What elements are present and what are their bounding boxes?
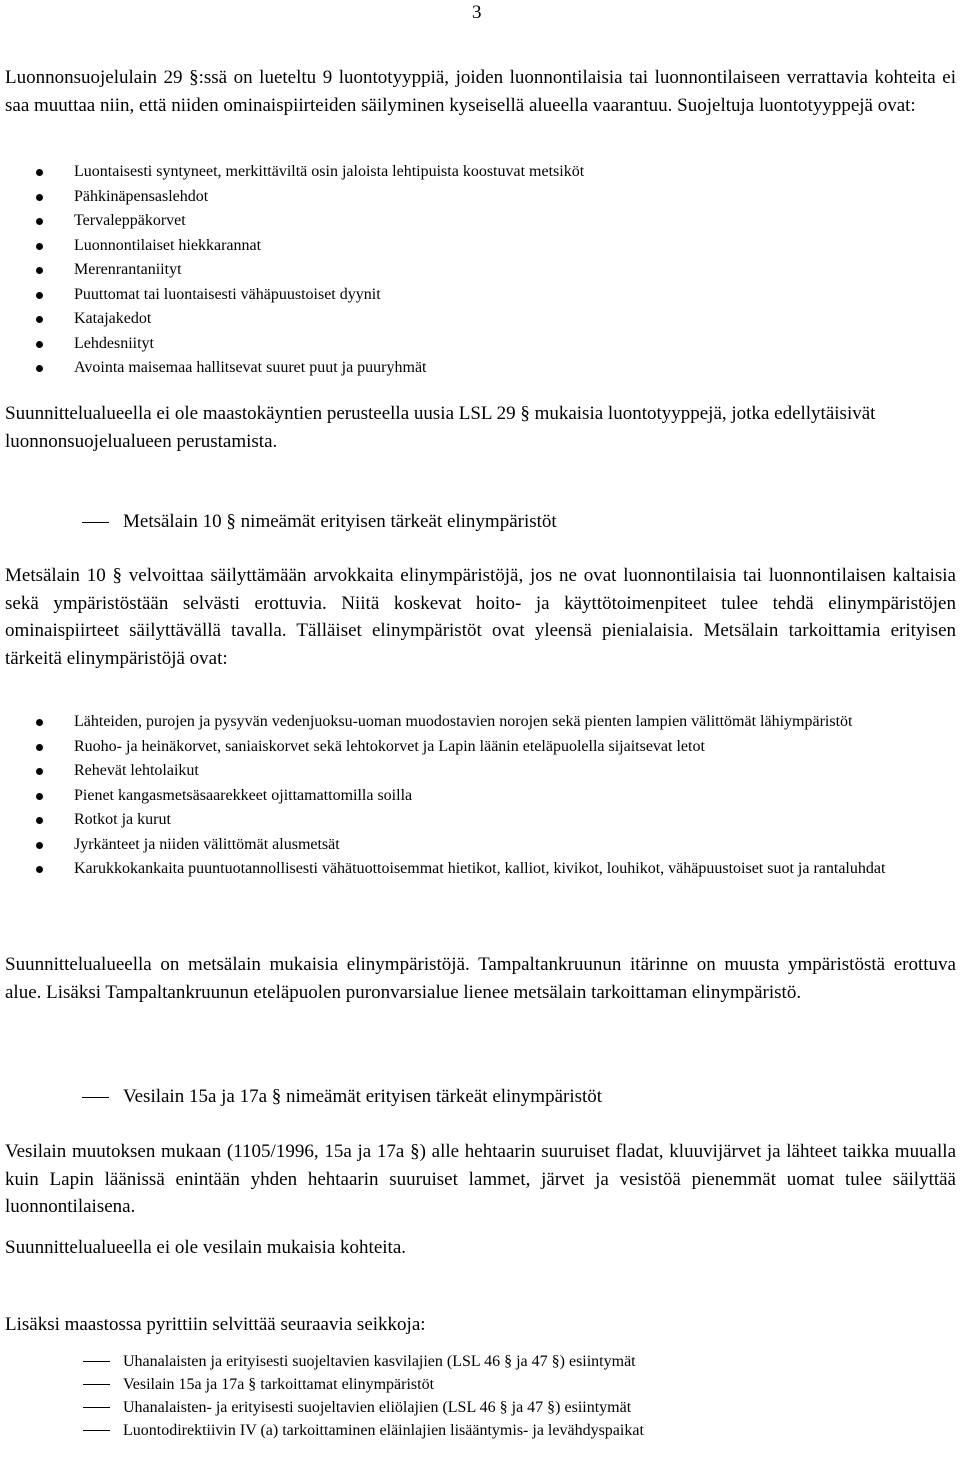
bullet-icon [36, 267, 43, 274]
water-section-heading: Vesilain 15a ja 17a § nimeämät erityisen tärkeät elinympäristöt [82, 1083, 602, 1110]
bullet-icon [36, 793, 43, 800]
list-item: Rehevät lehtolaikut [36, 759, 954, 784]
additional-intro-paragraph: Lisäksi maastossa pyrittiin selvittää seuraavia seikkoja: [5, 1314, 426, 1335]
bullet-icon [36, 316, 43, 323]
list-item: Puuttomat tai luontaisesti vähäpuustoiset dyynit [36, 283, 954, 308]
list-item: Luonnontilaiset hiekkarannat [36, 234, 954, 259]
nature-conclusion-paragraph: Suunnittelualueella ei ole maastokäyntien perusteella uusia LSL 29 § mukaisia luontotyyppejä, jotka edellytäisivät luonnonsuojelualueen perustamista. [5, 403, 876, 452]
bullet-icon [36, 842, 43, 849]
list-item: Vesilain 15a ja 17a § tarkoittamat elinympäristöt [83, 1373, 933, 1396]
bullet-icon [36, 292, 43, 299]
additional-items-list [83, 1350, 933, 1442]
water-conclusion-paragraph: Suunnittelualueella ei ole vesilain mukaisia kohteita. [5, 1237, 407, 1258]
forest-habitats-list [36, 710, 954, 882]
list-item: Merenrantaniityt [36, 258, 954, 283]
list-item: Jyrkänteet ja niiden välittömät alusmetsät [36, 833, 954, 858]
bullet-icon [36, 243, 43, 250]
list-item: Tervaleppäkorvet [36, 209, 954, 234]
list-item: Lähteiden, purojen ja pysyvän vedenjuoksu-uoman muodostavien norojen sekä pienten lampien välittömät lähiympäristöt [36, 710, 954, 735]
nature-intro-paragraph: Luonnonsuojelulain 29 §:ssä on lueteltu 9 luontotyyppiä, joiden luonnontilaisia tai luonnontilaiseen verrattavia kohteita ei saa muuttaa niin, että niiden ominaispiirteiden säilyminen kyseisellä alueella vaarantuu. Suojeltuja luontotyyppejä ovat: [5, 67, 956, 116]
list-item: Uhanalaisten- ja erityisesti suojeltavien eliölajien (LSL 46 § ja 47 §) esiintymät [83, 1396, 933, 1419]
dash-icon [83, 1361, 110, 1362]
dash-icon [82, 1097, 109, 1098]
bullet-icon [36, 218, 43, 225]
list-item: Luontodirektiivin IV (a) tarkoittaminen eläinlajien lisääntymis- ja levähdyspaikat [83, 1419, 933, 1442]
list-item: Ruoho- ja heinäkorvet, saniaiskorvet sekä lehtokorvet ja Lapin läänin eteläpuolella sijaitsevat letot [36, 735, 954, 760]
nature-types-list [36, 160, 954, 381]
bullet-icon [36, 817, 43, 824]
bullet-icon [36, 866, 43, 873]
list-item: Avointa maisemaa hallitsevat suuret puut ja puuryhmät [36, 356, 954, 381]
bullet-icon [36, 341, 43, 348]
bullet-icon [36, 169, 43, 176]
bullet-icon [36, 365, 43, 372]
bullet-icon [36, 744, 43, 751]
list-item: Karukkokankaita puuntuotannollisesti vähätuottoisemmat hietikot, kalliot, kivikot, louhikot, vähäpuustoiset suot ja rantaluhdat [36, 857, 954, 882]
dash-icon [83, 1430, 110, 1431]
list-item: Luontaisesti syntyneet, merkittäviltä osin jaloista lehtipuista koostuvat metsiköt [36, 160, 954, 185]
list-item: Lehdesniityt [36, 332, 954, 357]
list-item: Pienet kangasmetsäsaarekkeet ojittamattomilla soilla [36, 784, 954, 809]
list-item: Uhanalaisten ja erityisesti suojeltavien kasvilajien (LSL 46 § ja 47 §) esiintymät [83, 1350, 693, 1373]
page-number: 3 [472, 2, 482, 23]
dash-icon [83, 1384, 110, 1385]
dash-icon [83, 1407, 110, 1408]
bullet-icon [36, 719, 43, 726]
forest-intro-paragraph: Metsälain 10 § velvoittaa säilyttämään arvokkaita elinympäristöjä, jos ne ovat luonnontilaisia tai luonnontilaisen kaltaisia sekä ympäristöstään selvästi erottuvia. Niitä koskevat hoito- ja käyttötoimenpiteet tulee tehdä elinympäristöjen ominaispiirteet säilyttävällä tavalla. Tälläiset elinympäristöt ovat yleensä pienialaisia. Metsälain tarkoittamia erityisen tärkeitä elinympäristöjä ovat: [5, 565, 956, 669]
bullet-icon [36, 768, 43, 775]
list-item: Pähkinäpensaslehdot [36, 185, 954, 210]
list-item: Katajakedot [36, 307, 954, 332]
water-intro-paragraph: Vesilain muutoksen mukaan (1105/1996, 15a ja 17a §) alle hehtaarin suuruiset fladat, kluuvijärvet ja lähteet taikka muualla kuin Lapin läänissä enintään yhden hehtaarin suuruiset lammet, järvet ja vesistöä pienemmät uomat tulee säilyttää luonnontilaisena. [5, 1141, 956, 1217]
list-item: Rotkot ja kurut [36, 808, 954, 833]
forest-section-heading: Metsälain 10 § nimeämät erityisen tärkeät elinympäristöt [82, 508, 557, 535]
forest-conclusion-paragraph: Suunnittelualueella on metsälain mukaisia elinympäristöjä. Tampaltankruunun itärinne on muusta ympäristöstä erottuva alue. Lisäksi Tampaltankruunun eteläpuolen puronvarsialue lienee metsälain tarkoittaman elinympäristö. [5, 954, 956, 1003]
bullet-icon [36, 194, 43, 201]
dash-icon [82, 522, 109, 523]
